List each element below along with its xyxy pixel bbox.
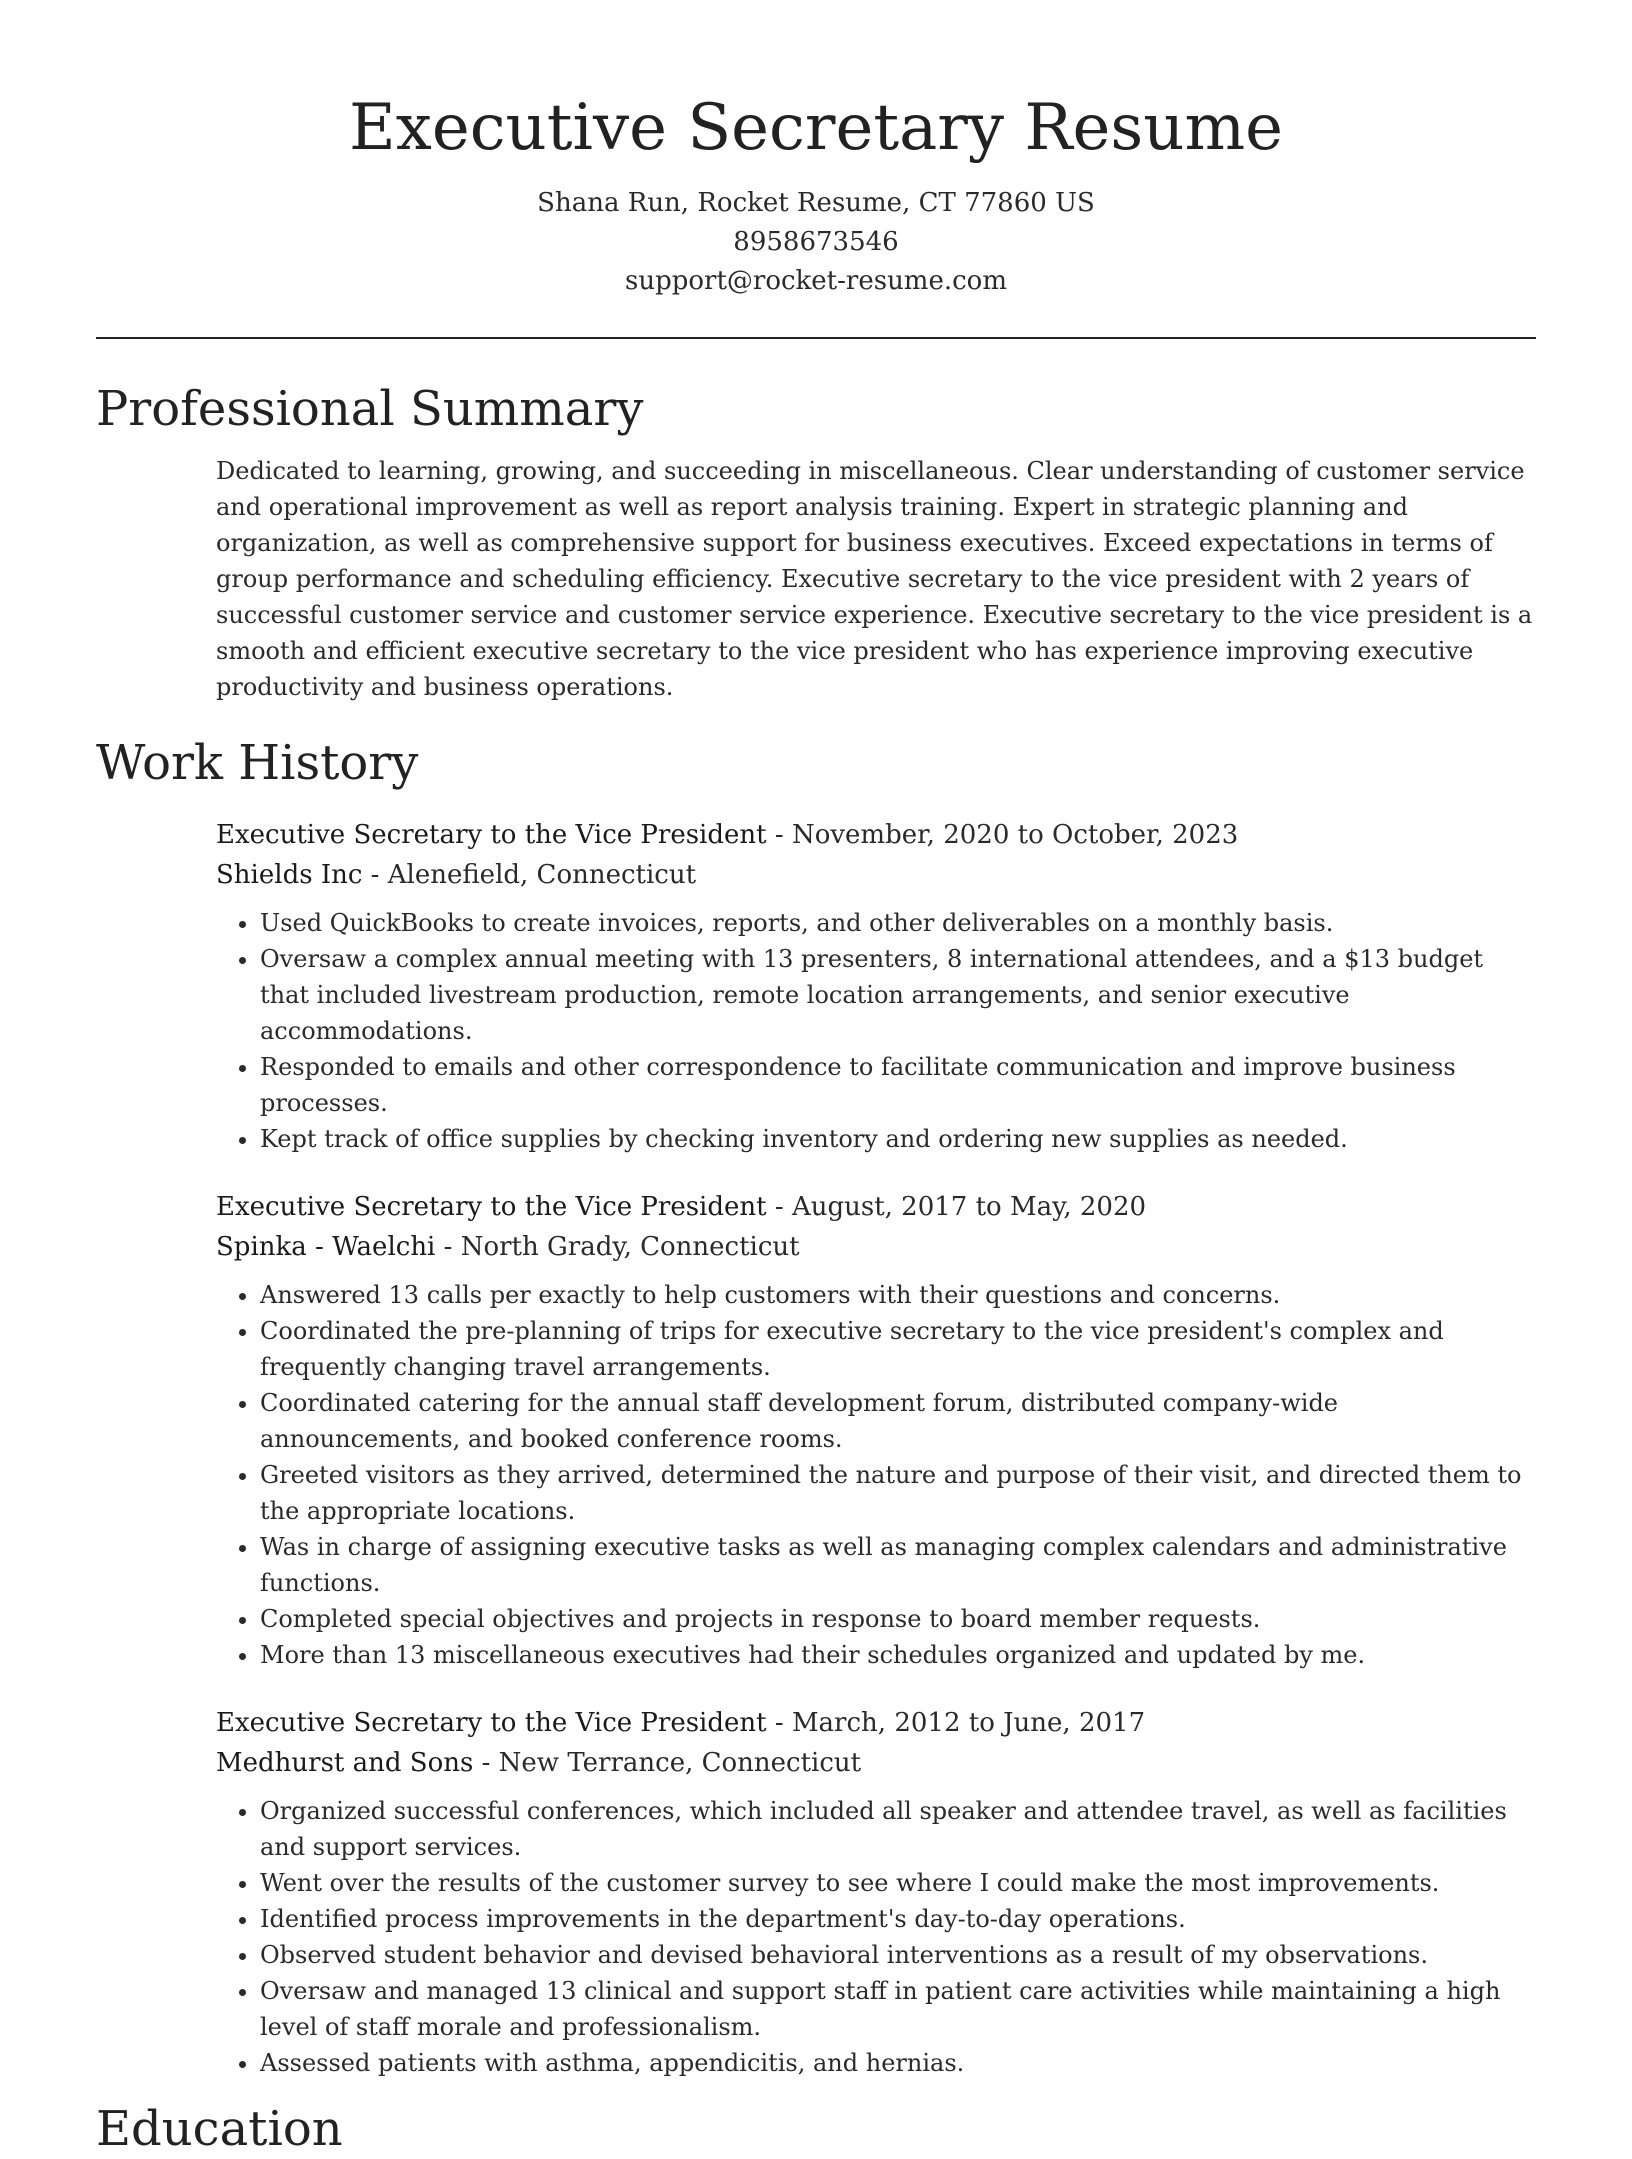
job-title: Executive Secretary to the Vice President [216,1192,767,1222]
job-dates: November, 2020 to October, 2023 [791,820,1239,850]
contact-email: support@rocket-resume.com [624,266,1007,296]
job-dates: March, 2012 to June, 2017 [791,1708,1146,1738]
list-item: • Coordinated catering for the annual staff development forum, distributed company-wide announcements, and booked conference rooms. [260,1385,1536,1457]
summary-heading: Professional Summary [96,381,644,437]
resume-page [96,0,1536,2157]
list-item: • Oversaw a complex annual meeting with 13 presenters, 8 international attendees, and a $13 budget that included livestream production, remote location arrangements, and senior executive accommodations. [260,941,1536,1049]
job-title: Executive Secretary to the Vice President [216,1708,767,1738]
job-separator: - [362,860,388,890]
job-company: Shields Inc [216,860,363,890]
job-bullets [216,1793,1536,2081]
job-entry-3 [216,1703,1536,2081]
list-item: • Answered 13 calls per exactly to help customers with their questions and concerns. [260,1277,1536,1313]
contact-address: Shana Run, Rocket Resume, CT 77860 US [537,188,1095,218]
resume-title: Executive Secretary Resume [349,91,1283,165]
job-bullets [216,905,1536,1157]
header-divider [96,337,1536,339]
job-bullets [216,1277,1536,1673]
job-title-line [216,1703,1536,1743]
list-item: • More than 13 miscellaneous executives had their schedules organized and updated by me. [260,1637,1536,1673]
list-item: • Organized successful conferences, which included all speaker and attendee travel, as well as facilities and support services. [260,1793,1536,1865]
job-list [96,815,1536,2081]
list-item: • Oversaw and managed 13 clinical and support staff in patient care activities while maintaining a high level of staff morale and professionalism. [260,1973,1536,2045]
job-company-line [216,1227,1536,1267]
education-heading: Education [96,2101,343,2157]
job-separator: - [766,820,792,850]
list-item: • Kept track of office supplies by checking inventory and ordering new supplies as needed. [260,1121,1536,1157]
list-item: • Responded to emails and other correspondence to facilitate communication and improve business processes. [260,1049,1536,1121]
list-item: • Went over the results of the customer survey to see where I could make the most improvements. [260,1865,1536,1901]
job-location: Alenefield, Connecticut [387,860,697,890]
list-item: • Used QuickBooks to create invoices, reports, and other deliverables on a monthly basis. [260,905,1536,941]
job-dates: August, 2017 to May, 2020 [791,1192,1147,1222]
job-title: Executive Secretary to the Vice President [216,820,767,850]
list-item: • Identified process improvements in the department's day-to-day operations. [260,1901,1536,1937]
job-company: Medhurst and Sons [216,1748,474,1778]
list-item: • Greeted visitors as they arrived, determined the nature and purpose of their visit, and directed them to the appropriate locations. [260,1457,1536,1529]
job-separator: - [766,1192,792,1222]
job-title-line [216,815,1536,855]
list-item: • Was in charge of assigning executive tasks as well as managing complex calendars and administrative functions. [260,1529,1536,1601]
list-item: • Completed special objectives and projects in response to board member requests. [260,1601,1536,1637]
job-separator: - [473,1748,499,1778]
job-company-line [216,1743,1536,1783]
list-item: • Coordinated the pre-planning of trips for executive secretary to the vice president's complex and frequently changing travel arrangements. [260,1313,1536,1385]
summary-text: Dedicated to learning, growing, and succeeding in miscellaneous. Clear understanding of customer service and operational improvement as well as report analysis training. Expert in strategic planning and organization, as well as comprehensive support for business executives. Exceed expectations in terms of group performance and scheduling efficiency. Executive secretary to the vice president with 2 years of successful customer service and customer service experience. Executive secretary to the vice president is a smooth and efficient executive secretary to the vice president who has experience improving executive productivity and business operations. [216,457,1533,701]
resume-header [96,0,1536,301]
job-location: North Grady, Connecticut [460,1232,800,1262]
list-item: • Assessed patients with asthma, appendicitis, and hernias. [260,2045,1536,2081]
job-location: New Terrance, Connecticut [498,1748,862,1778]
contact-info [96,184,1536,301]
job-company-line [216,855,1536,895]
job-company: Spinka - Waelchi [216,1232,436,1262]
job-separator: - [766,1708,792,1738]
list-item: • Observed student behavior and devised behavioral interventions as a result of my observations. [260,1937,1536,1973]
work-history-heading: Work History [96,735,419,791]
job-entry-1 [216,815,1536,1157]
job-entry-2 [216,1187,1536,1673]
job-title-line [216,1187,1536,1227]
job-separator: - [435,1232,461,1262]
contact-phone: 8958673546 [733,227,899,257]
